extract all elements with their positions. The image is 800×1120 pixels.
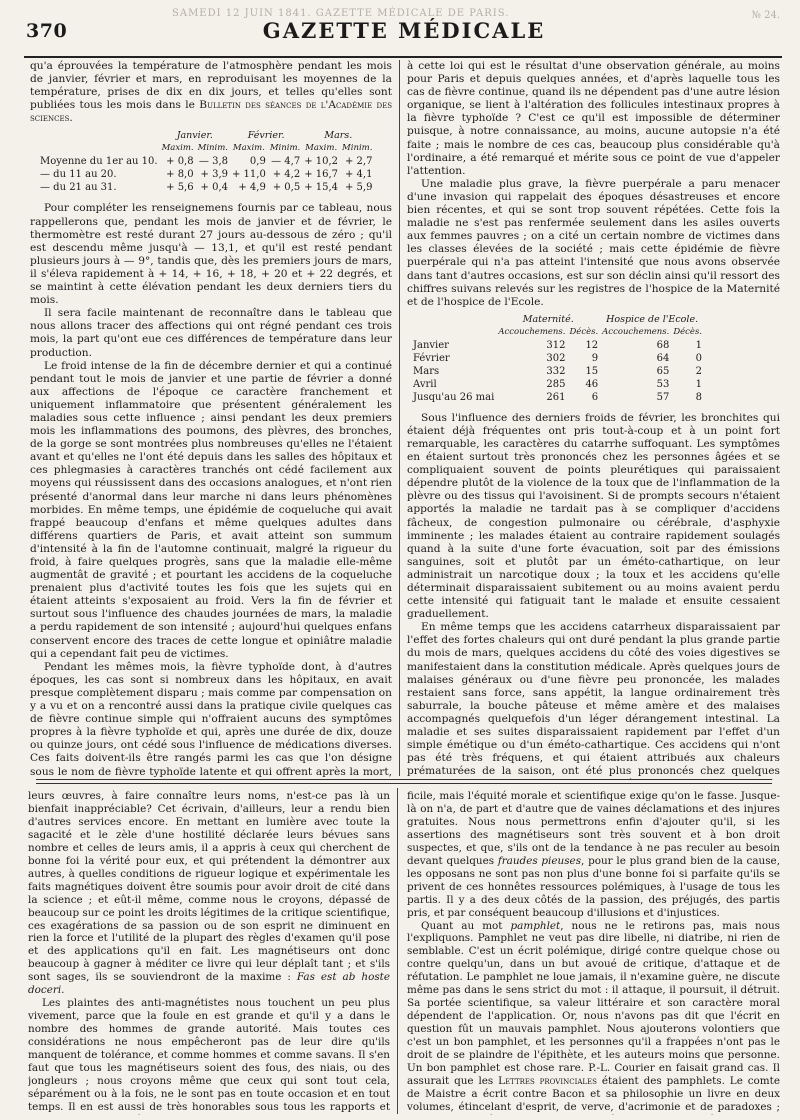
cell: + 0,8 bbox=[166, 156, 194, 168]
bulletin-title: Bulletin des séances de l'Académie des sciences. bbox=[30, 99, 392, 125]
cell: 302 bbox=[546, 352, 566, 364]
subhead-min: Minim. bbox=[269, 143, 301, 154]
cell: + 15,4 bbox=[304, 182, 339, 194]
paragraph: Une maladie plus grave, la fièvre puerpérale a paru menacer d'une invasion qui rappelait des époques désastreuses et encore bien récentes, et qui se sont trop souvent répétées. Cette fois la maladie ne s'est pas renfermée seulement dans les asiles ouverts aux femmes pauvres ; on a cité un certain nombre de victimes dans les classes élevées de la société ; mais cette épidémie de fièvre puerpérale qui n'a pas atteint l'intensité que nous avons observée dans tant d'autres occasions, est sur son déclin ainsi qu'il ressort des chiffres suivans relevés sur les registres de l'hospice de la Maternité et de l'hospice de l'Ecole. bbox=[407, 177, 780, 308]
subhead-births: Accouchemens. bbox=[602, 326, 670, 337]
paragraph-text: , pour le plus grand bien de la cause, les opposans ne sont pas non plus d'une bonne foi si parfaite qu'ils se privent de ces honnêtes ressources polémiques, à l'usage de tous les partis. Il y a des deux côtés de la passion, des préjugés, des partis pris, et par conséquent beaucoup d'illusions et d'injustices. bbox=[407, 854, 780, 919]
cell: 65 bbox=[656, 365, 670, 377]
right-column-bottom bbox=[407, 790, 780, 1115]
cell: 9 bbox=[591, 352, 599, 364]
table-row bbox=[38, 168, 374, 181]
cell: 15 bbox=[585, 365, 599, 377]
latin-maxim: Fas est ab hoste doceri. bbox=[28, 971, 390, 997]
paragraph: Le froid intense de la fin de décembre dernier et qui a continué pendant tout le mois de janvier et une partie de février a donné aux affections de l'époque ce caractère franchement et uniquement inflammatoire que présentent généralement les maladies sous cette influence ; ainsi pendant les deux premiers mois les inflammations des poumons, des plèvres, des bronches, de la gorge se sont montrées plus nombreuses qu'elles ne l'étaient avant et qu'elles ne l'ont été depuis dans les salles des hôpitaux et ces phlegmasies à caractères tranchés ont cédé facilement aux moyens qui réussissent dans des occasions analogues, et n'ont rien présenté d'anormal dans leur marche ni dans leurs phénomènes morbides. En même temps, une épidémie de coqueluche qui avait frappé beaucoup d'enfans et même quelques adultes dans différens quartiers de Paris, et avait atteint son summum d'intensité à la fin de l'automne continuait, malgré la rigueur du froid, à faire quelques progrès, sans que la maladie elle-même augmentât de gravité ; et pourtant les accidens de la coqueluche prenaient plus d'activité toutes les fois que les sujets qui en étaient atteints s'exposaient au froid. Vers la fin de février et surtout sous l'influence des chaudes journées de mars, la maladie a perdu rapidement de son intensité ; aujourd'hui quelques enfans conservent encore des traces de cette longue et opiniâtre maladie qui a cependant fait peu de victimes. bbox=[30, 359, 392, 660]
group-ecole: Hospice de l'Ecole. bbox=[606, 313, 699, 325]
cell: + 0,4 bbox=[200, 182, 228, 194]
temperature-month-header bbox=[38, 129, 374, 142]
table-row bbox=[411, 391, 704, 404]
left-column-top bbox=[30, 60, 392, 780]
births-subheader bbox=[411, 326, 704, 339]
table-row bbox=[411, 378, 704, 391]
cell: + 4,9 bbox=[238, 182, 266, 194]
paragraph: Sous l'influence des derniers froids de février, les bronchites qui étaient déjà fréquentes ont pris tout-à-coup et à un point fort remarquable, les caractères du catarrhe suffoquant. Les symptômes en étaient surtout très prononcés chez les personnes âgées et se compliquaient souvent de points pleurétiques qui paraissaient dépendre plutôt de la violence de la toux que de l'inflammation de la plèvre ou des tissus qui l'avoisinent. Si de prompts secours n'étaient apportés la maladie ne tardait pas à se compliquer d'accidens fâcheux, de congestion pulmonaire ou cérébrale, d'asphyxie imminente ; les malades étaient au contraire rapidement soulagés quand à la suite d'une forte évacuation, soit par des émissions sanguines, soit et plutôt par un éméto-cathartique, on leur administrait un narcotique doux ; la toux et les accidens qu'elle déterminait disparaissaient subitement ou au moins avaient perdu cette intensité qui fatiguait tant le malade et ensuite cessaient graduellement. bbox=[407, 411, 780, 621]
cell: 0 bbox=[695, 352, 703, 364]
intro-text: qu'a éprouvées la température de l'atmosphère pendant les mois de janvier, février et mars, en reproduisant les moyennes de la température, prises de dix en dix jours, et telles qu'elles sont publiées tous les mois dans le bbox=[30, 60, 392, 112]
paragraph: Pendant les mêmes mois, la fièvre typhoïde dont, à d'autres époques, les cas sont si nombreux dans les hôpitaux, en avait presque complètement disparu ; mais comme par compensation on y a vu et on a rencontré aussi dans la pratique civile quelques cas de fièvre continue simple qui n'offraient aucuns des symptômes propres à la fièvre typhoïde et qui, après une durée de dix, douze ou quinze jours, ont cédé sous l'influence de médications diverses. Ces faits doivent-ils être rangés parmi les cas que l'on désigne sous le nom de fièvre typhoïde latente et qui offrent après la mort, bbox=[30, 660, 392, 778]
temperature-table bbox=[38, 129, 374, 194]
cell: + 16,7 bbox=[304, 169, 339, 181]
cell: 68 bbox=[656, 339, 670, 351]
paragraph-text: étaient des pamphlets. Le comte de Maistre a écrit contre Bacon et sa philosophie un livre en deux volumes, étincelant d'esprit, de verve, d'acrimonie et de paradoxes ; bbox=[407, 1074, 780, 1113]
page-header bbox=[22, 6, 786, 52]
subhead-deaths: Décès. bbox=[673, 326, 703, 337]
cell: 64 bbox=[656, 352, 670, 364]
paragraph bbox=[407, 920, 780, 1115]
paragraph-text: Quant au mot bbox=[421, 919, 503, 932]
cell: 57 bbox=[656, 391, 670, 403]
cell: 12 bbox=[585, 339, 599, 351]
left-column-bottom bbox=[28, 790, 390, 1115]
row-label: Février bbox=[413, 352, 450, 364]
paragraph: En même temps que les accidens catarrheux disparaissaient par l'effet des fortes chaleurs qui ont duré pendant la plus grande partie du mois de mars, quelques accidens du côté des voies digestives se manifestaient dans la constitution médicale. Après quelques jours de malaises généraux ou d'une fièvre peu prononcée, les malades restaient sans force, sans appétit, la langue ordinairement très saburrale, la bouche pâteuse et même amère et des malaises accompagnés quelquefois d'un léger dérangement intestinal. La maladie et ses suites disparaissaient rapidement par l'effet d'un simple émétique ou d'un éméto-cathartique. Ces accidens qui n'ont pas été très fréquens, et qui étaient attribués aux chaleurs prématurées de la saison, ont été plus prononcés chez quelques bbox=[407, 621, 780, 778]
cell: 0,9 bbox=[249, 156, 266, 168]
header-rule bbox=[24, 56, 782, 58]
cell: 285 bbox=[546, 378, 566, 390]
italic-phrase: fraudes pieuses bbox=[497, 854, 582, 867]
cell: + 8,0 bbox=[166, 169, 194, 181]
subhead-max: Maxim. bbox=[161, 143, 194, 154]
cell: 1 bbox=[695, 339, 703, 351]
cell: 2 bbox=[695, 365, 703, 377]
bleed-through-header: SAMEDI 12 JUIN 1841. GAZETTE MÉDICALE DE PARIS. bbox=[172, 8, 510, 19]
paragraph bbox=[407, 790, 780, 920]
cell: + 2,7 bbox=[344, 156, 373, 168]
table-row bbox=[411, 352, 704, 365]
temperature-subheader bbox=[38, 142, 374, 155]
cell: 6 bbox=[591, 391, 599, 403]
journal-title: GAZETTE MÉDICALE bbox=[262, 18, 546, 43]
table-row bbox=[411, 339, 704, 352]
hospital-header bbox=[411, 313, 704, 326]
cell: — 3,8 bbox=[198, 156, 228, 168]
subhead-max: Maxim. bbox=[232, 143, 265, 154]
cell: 8 bbox=[695, 391, 703, 403]
italic-word: pamphlet bbox=[510, 919, 561, 932]
paragraph: à cette loi qui est le résultat d'une observation générale, au moins pour Paris et depuis quelques années, et d'après laquelle tous les cas de fièvre continue, quand ils ne dépendent pas d'une autre lésion organique, se lient à l'altération des follicules intestinaux propres à la fièvre typhoïde ? C'est ce qu'il est impossible de déterminer puisque, à notre connaissance, au moins, aucune autopsie n'a été faite ; mais le nombre de ces cas, beaucoup plus considérable qu'à l'ordinaire, a été remarqué et mérite sous ce point de vue d'appeler l'attention. bbox=[407, 60, 780, 177]
small-caps-title: Lettres provinciales bbox=[498, 1074, 597, 1087]
month-january: Janvier. bbox=[176, 130, 213, 142]
right-column-top bbox=[407, 60, 780, 780]
row-label: Avril bbox=[413, 378, 437, 390]
cell: + 3,9 bbox=[200, 169, 228, 181]
cell: 332 bbox=[546, 365, 566, 377]
cell: + 4,1 bbox=[344, 169, 373, 181]
subhead-deaths: Décès. bbox=[569, 326, 599, 337]
cell: + 10,2 bbox=[304, 156, 339, 168]
row-label: Mars bbox=[413, 365, 440, 377]
row-label: — du 21 au 31. bbox=[40, 182, 117, 194]
feuilleton-divider bbox=[36, 779, 772, 784]
cell: + 5,9 bbox=[344, 182, 373, 194]
table-row bbox=[38, 181, 374, 194]
row-label: Janvier bbox=[413, 339, 449, 351]
paragraph: Les plaintes des anti-magnétistes nous touchent un peu plus vivement, parce que la foule en est grande et qu'il y a dans le nombre des hommes de grande autorité. Mais toutes ces considérations ne nous empêcheront pas de leur dire qu'ils manquent de tolérance, et comme hommes et comme savans. Il s'en faut que tous les magnétiseurs soient des fous, des niais, ou des jongleurs ; nous croyons même que ceux qui sont tout cela, séparément ou à la fois, ne le sont pas en toute occasion et en tout temps. Il en est aussi de très honorables sous tous les rapports et bbox=[28, 997, 390, 1113]
cell: + 0,5 bbox=[272, 182, 301, 194]
paragraph: Pour compléter les renseignemens fournis par ce tableau, nous rappellerons que, pendant les mois de janvier et de février, le thermomètre est resté durant 27 jours au-dessous de zéro ; qu'il est descendu même jusqu'à — 13,1, et qu'il est resté pendant plusieurs jours à — 9°, tandis que, dès les premiers jours de mars, il s'éleva rapidement à + 14, + 16, + 18, + 20 et + 22 degrés, et se maintint à cette élévation pendant les deux derniers tiers du mois. bbox=[30, 202, 392, 307]
corner-issue-number: № 24. bbox=[751, 10, 780, 21]
cell: 261 bbox=[546, 391, 566, 403]
month-february: Février. bbox=[247, 130, 285, 142]
cell: 46 bbox=[585, 378, 599, 390]
subhead-births: Accouchemens. bbox=[498, 326, 566, 337]
table-row bbox=[411, 365, 704, 378]
cell: + 11,0 bbox=[232, 169, 266, 181]
paragraph bbox=[28, 790, 390, 997]
table-row bbox=[38, 155, 374, 168]
subhead-min: Minim. bbox=[342, 143, 373, 154]
paragraph-text: leurs œuvres, à faire connaître leurs noms, n'est-ce pas là un bienfait inappréciable? Cet écrivain, d'ailleurs, leur a rendu bien d'autres services encore. En mettant en lumière avec toute la sagacité et le zèle d'une hostilité déclarée leurs bévues sans nombre et celles de leurs amis, il a appris à ceux qui cherchent de bonne foi la vérité pour eux, et qui prétendent la démontrer aux autres, à quelles conditions de rigueur logique et expérimentale les faits magnétiques doivent être soumis pour avoir droit de cité dans la science ; et eût-il même, comme nous le croyons, dépassé de beaucoup sur ce point les droits légitimes de la critique scientifique, ces exagérations de sa passion ou de son esprit ne diminuent en rien la force et l'utilité de la plupart des règles d'examen qu'il pose et des applications qu'il en fait. Les magnétiseurs ont donc beaucoup à gagner à méditer ce livre qui leur déplaît tant ; et s'ils sont sages, ils se souviendront de la maxime : bbox=[28, 790, 390, 984]
group-maternite: Maternité. bbox=[522, 313, 574, 325]
subhead-max: Maxim. bbox=[305, 143, 338, 154]
cell: + 5,6 bbox=[166, 182, 194, 194]
births-deaths-table bbox=[411, 313, 704, 404]
page-number: 370 bbox=[26, 20, 68, 42]
subhead-min: Minim. bbox=[197, 143, 228, 154]
row-label: Jusqu'au 26 mai bbox=[413, 391, 495, 403]
cell: 312 bbox=[546, 339, 566, 351]
intro-paragraph bbox=[30, 60, 392, 125]
month-march: Mars. bbox=[324, 130, 353, 142]
paragraph: Il sera facile maintenant de reconnaître dans le tableau que nous allons tracer des affections qui ont régné pendant ces trois mois, la part qu'ont eue ces différences de température dans leur production. bbox=[30, 307, 392, 359]
cell: + 4,2 bbox=[272, 169, 301, 181]
paragraph-text: , nous ne le retirons pas, mais nous l'expliquons. Pamphlet ne veut pas dire libelle, ni diatribe, ni rien de semblable. C'est un écrit polémique, dirigé contre quelque chose ou contre quelqu'un, dans un but avoué de critique, d'attaque et de réfutation. Le pamphlet ne loue jamais, il n'examine guère, ne discute même pas dans le sens strict du mot : il attaque, il poursuit, il détruit. Sa portée scientifique, sa valeur littéraire et son caractère moral dépendent de l'application. Or, nous n'avons pas dit que l'écrit en question fût un mauvais pamphlet. Nous ajouterons volontiers que c'est un bon pamphlet, et les personnes qu'il a frappées n'ont pas le droit de se plaindre de l'épithète, et les auteurs moins que personne. Un bon pamphlet est chose rare. P.-L. Courier en faisait grand cas. Il assurait que les bbox=[407, 919, 780, 1087]
paragraph-text: ficile, mais l'équité morale et scientifique exige qu'on le fasse. Jusque-là on n'a, de part et d'autre que de vaines déclamations et des injures gratuites. Nous nous permettrons enfin d'ajouter qu'il, si les assertions des magnétiseurs sont très souvent et à bon droit suspectes, et que, s'ils ont de la tendance à ne pas reculer au besoin devant quelques bbox=[407, 790, 780, 867]
row-label: — du 11 au 20. bbox=[40, 169, 117, 181]
row-label: Moyenne du 1er au 10. bbox=[40, 156, 158, 168]
column-divider bbox=[399, 60, 400, 776]
cell: — 4,7 bbox=[271, 156, 301, 168]
cell: 53 bbox=[656, 378, 670, 390]
cell: 1 bbox=[695, 378, 703, 390]
column-divider-bottom bbox=[397, 788, 398, 1114]
